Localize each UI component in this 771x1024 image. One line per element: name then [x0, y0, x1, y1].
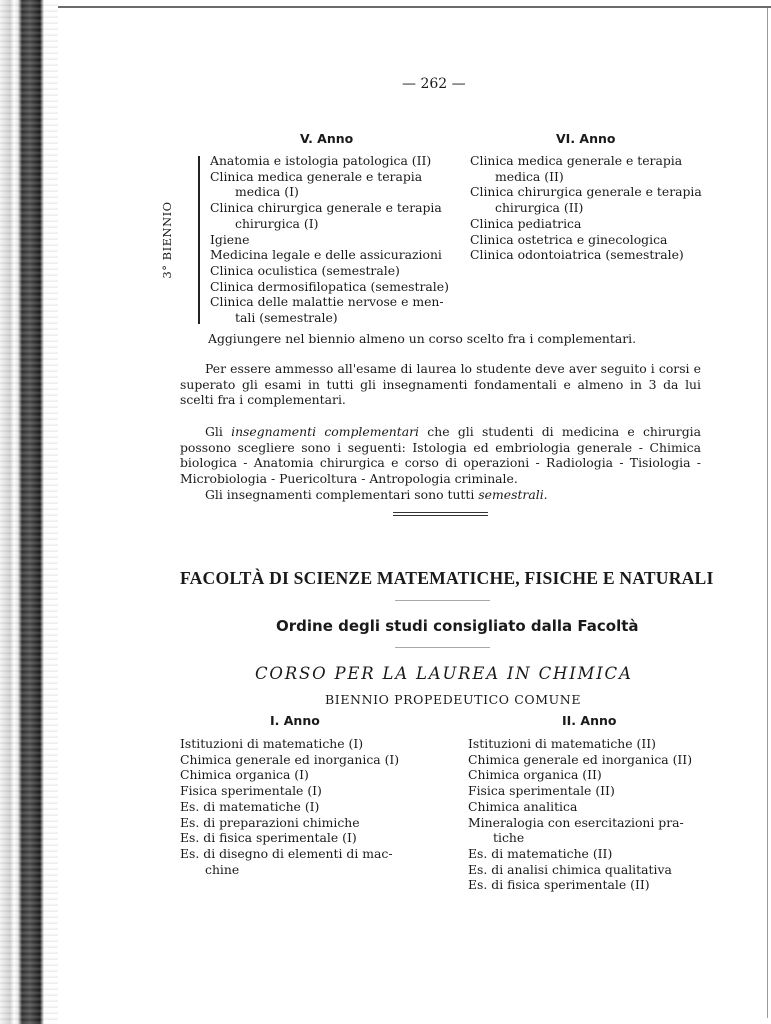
order-title: Ordine degli studi consigliato dalla Facoltà [276, 617, 639, 635]
list-item: chine [205, 861, 240, 877]
list-item: tali (semestrale) [235, 310, 338, 326]
list-item: Clinica pediatrica [470, 215, 582, 231]
list-item: Es. di disegno di elementi di mac- [180, 845, 393, 861]
list-item: Es. di analisi chimica qualitativa [468, 861, 672, 877]
list-item: Es. di preparazioni chimiche [180, 814, 360, 830]
list-item: Fisica sperimentale (II) [468, 783, 615, 799]
list-item: Clinica dermosifilopatica (semestrale) [210, 278, 449, 294]
second-year-heading: II. Anno [562, 713, 617, 728]
list-item: Clinica oculistica (semestrale) [210, 262, 400, 278]
list-item: Clinica chirurgica generale e terapia [210, 200, 442, 216]
page-number: — 262 — [402, 76, 466, 92]
list-item: Chimica generale ed inorganica (II) [468, 751, 693, 767]
faculty-title: FACOLTÀ DI SCIENZE MATEMATICHE, FISICHE E NATURALI [180, 568, 714, 588]
first-year-heading: I. Anno [270, 713, 320, 728]
exam-paragraph: Per essere ammesso all'esame di laurea lo studente deve aver seguito i corsi e superato gli esami in tutti gli insegnamenti fondamentali e almeno in 3 da lui scelti fra i complementari. [180, 361, 701, 408]
list-item: Clinica odontoiatrica (semestrale) [470, 247, 684, 263]
fifth-year-list [210, 153, 449, 326]
list-item: Es. di fisica sperimentale (II) [468, 877, 650, 893]
biennio-note: Aggiungere nel biennio almeno un corso scelto fra i complementari. [208, 331, 637, 346]
list-item: Clinica delle malattie nervose e men- [210, 294, 444, 310]
title-divider [395, 600, 490, 601]
list-item: medica (I) [235, 184, 299, 200]
list-item: Igiene [210, 231, 250, 247]
paragraph-lead: Gli [205, 424, 223, 439]
note-italic: semestrali. [478, 487, 548, 502]
section-divider [393, 515, 488, 516]
list-item: Es. di fisica sperimentale (I) [180, 830, 357, 846]
note-lead: Gli insegnamenti complementari sono tutti [205, 487, 475, 502]
list-item: Medicina legale e delle assicurazioni [210, 247, 442, 263]
list-item: Istituzioni di matematiche (I) [180, 736, 364, 751]
biennium-common: BIENNIO PROPEDEUTICO COMUNE [325, 692, 582, 707]
fifth-year-heading: V. Anno [300, 131, 354, 146]
list-item: chirurgica (I) [235, 215, 319, 231]
list-item: Es. di matematiche (II) [468, 845, 613, 861]
complementary-paragraph [180, 424, 701, 487]
list-item: Mineralogia con esercitazioni pra- [468, 814, 684, 830]
top-border-line [58, 6, 771, 8]
second-year-list [468, 736, 692, 893]
list-item: Istituzioni di matematiche (II) [468, 736, 656, 751]
biennio-side-label: 3° BIENNIO [160, 201, 174, 279]
list-item: Clinica medica generale e terapia [470, 153, 683, 168]
scanned-binding-edge [0, 0, 58, 1024]
list-item: Clinica ostetrica e ginecologica [470, 231, 668, 247]
list-item: Clinica chirurgica generale e terapia [470, 184, 702, 200]
section-divider [393, 512, 488, 513]
list-item: Chimica organica (I) [180, 767, 309, 783]
title-divider [395, 647, 490, 648]
biennio-bracket [198, 156, 200, 324]
course-title: CORSO PER LA LAUREA IN CHIMICA [255, 664, 633, 683]
first-year-list [180, 736, 399, 877]
list-item: Chimica generale ed inorganica (I) [180, 751, 400, 767]
paragraph-rest: che gli studenti di medicina e chirurgia possono scegliere sono i seguenti: Istologia ed embriologia generale - Chimica biologica - Anatomia chirurgica e corso di operazioni - Radiologia - Tisiologia - Microbiologia - Puericoltura - Antropologia criminale. [180, 424, 701, 487]
sixth-year-list [470, 153, 702, 263]
list-item: tiche [493, 830, 525, 846]
list-item: Fisica sperimentale (I) [180, 783, 322, 799]
list-item: Clinica medica generale e terapia [210, 168, 423, 184]
italic-term: insegnamenti complementari [231, 424, 420, 439]
list-item: Chimica organica (II) [468, 767, 602, 783]
list-item: medica (II) [495, 168, 564, 184]
list-item: Chimica analitica [468, 798, 578, 814]
list-item: chirurgica (II) [495, 200, 584, 216]
list-item: Es. di matematiche (I) [180, 798, 320, 814]
sixth-year-heading: VI. Anno [556, 131, 616, 146]
list-item: Anatomia e istologia patologica (II) [210, 153, 432, 168]
right-border-line [767, 8, 768, 1018]
semestral-note [205, 487, 548, 503]
